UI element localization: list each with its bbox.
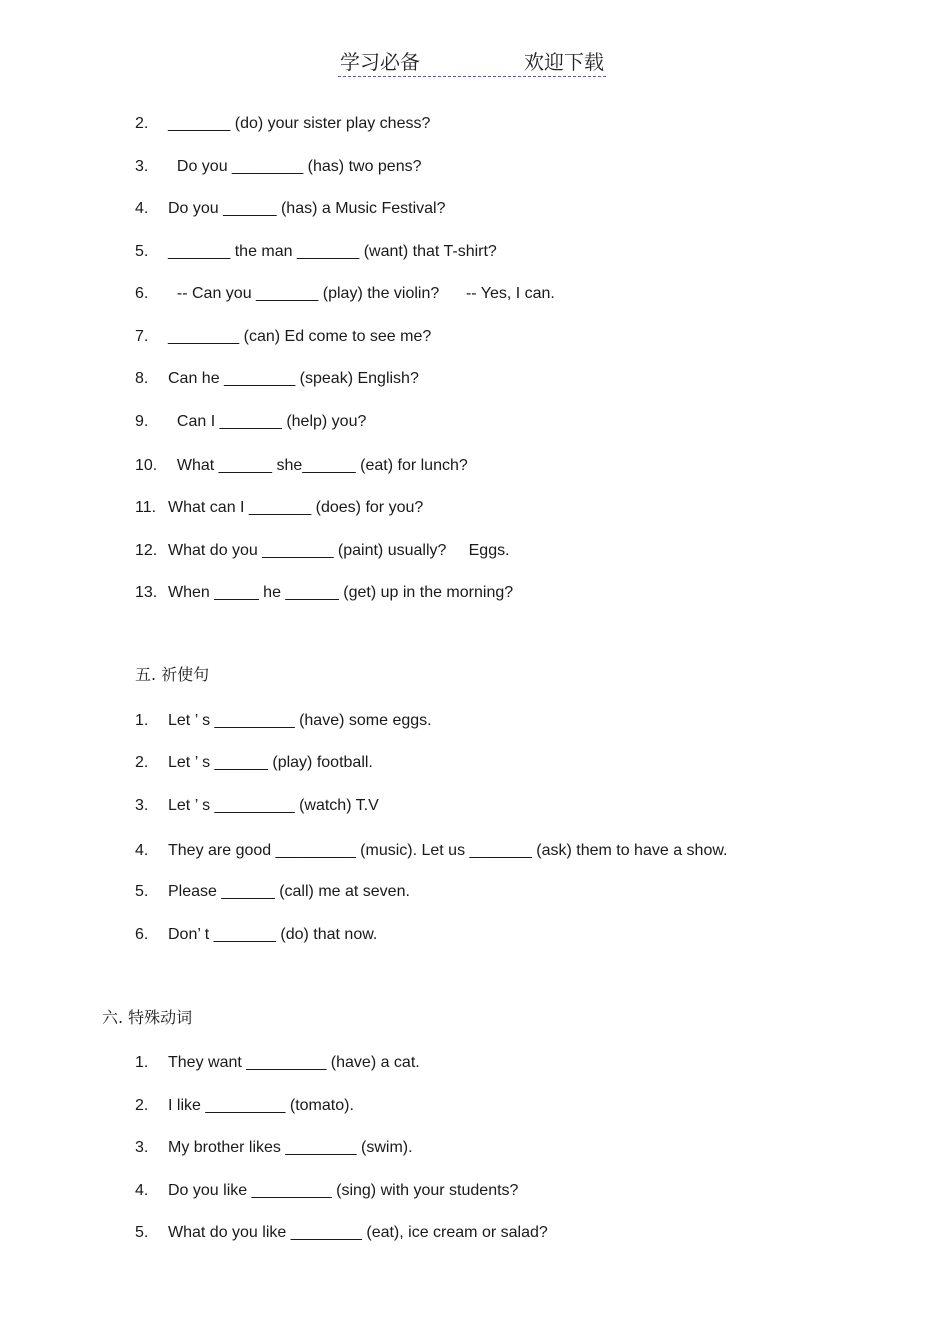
- page-header: [338, 46, 606, 77]
- section-title-imperatives: 五. 祈使句: [135, 665, 210, 684]
- header-left-text: 学习必备: [340, 50, 420, 74]
- header-right-text: 欢迎下载: [524, 50, 604, 74]
- section-title-special-verbs: 六. 特殊动词: [102, 1008, 193, 1027]
